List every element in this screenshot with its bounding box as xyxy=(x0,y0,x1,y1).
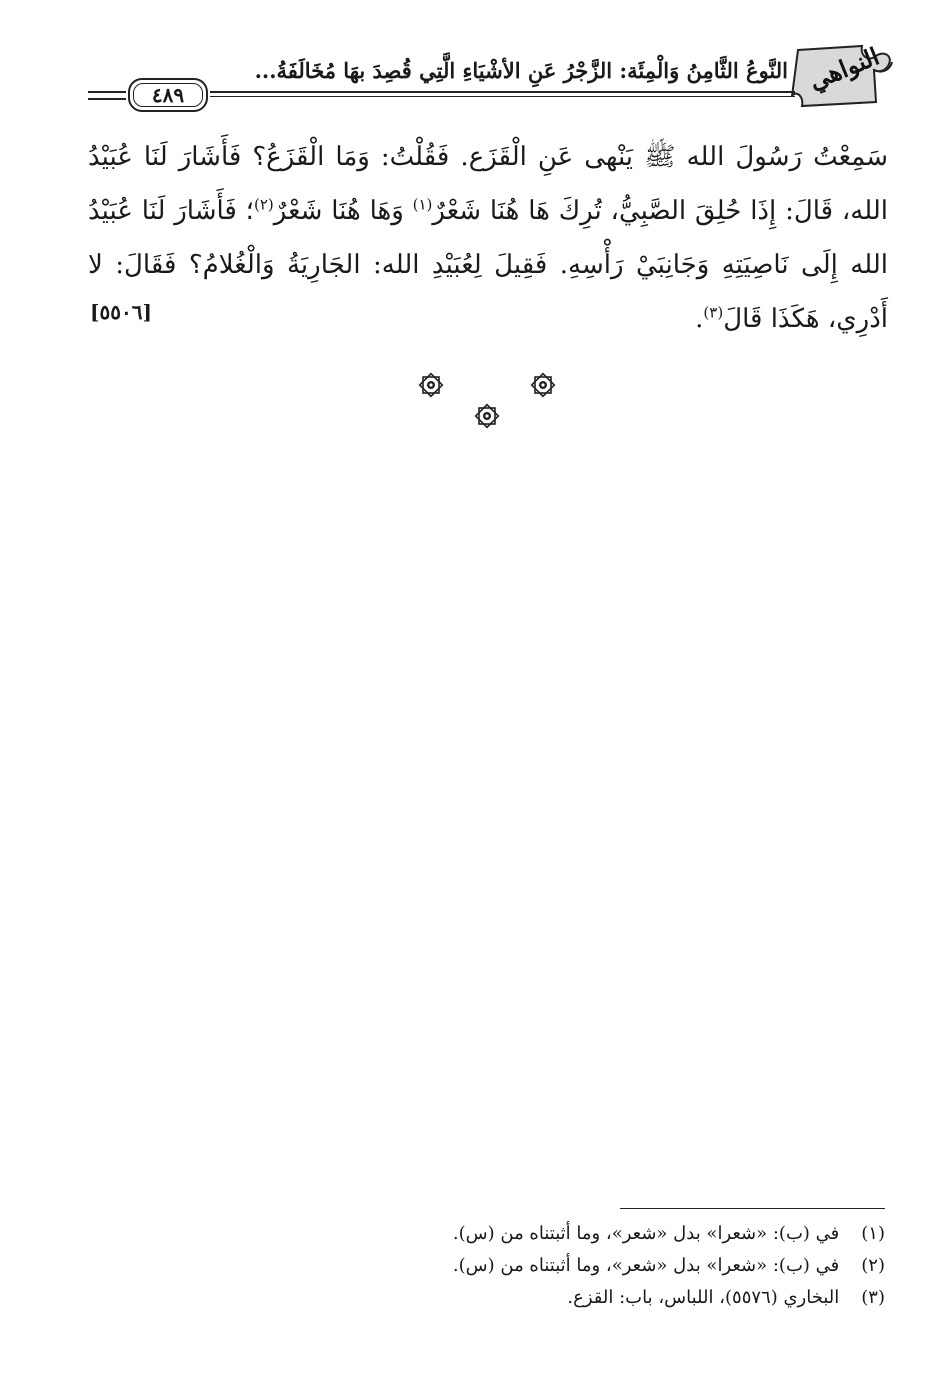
hadith-text-part: سَمِعْتُ رَسُولَ الله ﷺ يَنْهى عَنِ الْقَزَع. فَقُلْتُ: وَمَا الْقَزَعُ؟ فَأَشَارَ لَنَا عُبَيْدُ الله، قَالَ: إِذَا حُلِقَ الصَّبِيُّ، تُرِكَ هَا هُنَا شَعْرٌ xyxy=(88,142,888,226)
footnote-text: في (ب): «شعرا» بدل «شعر»، وما أثبتناه من (س). xyxy=(452,1255,840,1276)
footnote-ref-3[interactable]: (٣) xyxy=(703,303,724,322)
page-number: ٤٨٩ xyxy=(133,83,203,107)
footnote-separator xyxy=(620,1208,885,1209)
floral-ornament-icon xyxy=(530,372,556,398)
running-title: النَّوعُ الثَّامِنُ وَالْمِئَة: الزَّجْرُ عَنِ الأشْيَاءِ الَّتِي قُصِدَ بهَا مُخَالَفَةُ... xyxy=(254,58,788,83)
floral-ornament-icon xyxy=(474,403,500,429)
footnote-ref-2[interactable]: (٢) xyxy=(253,195,274,214)
footnote-text: في (ب): «شعرا» بدل «شعر»، وما أثبتناه من (س). xyxy=(452,1223,840,1244)
footnote-number: (٢) xyxy=(861,1255,885,1276)
footnote-number: (٣) xyxy=(861,1287,885,1308)
footnotes xyxy=(300,1218,885,1314)
footnote-text: البخاري (٥٥٧٦)، اللباس، باب: القزع. xyxy=(567,1287,840,1308)
hadith-text-part: . xyxy=(695,304,704,334)
footnote-3 xyxy=(300,1282,885,1314)
footnote-ref-1[interactable]: (١) xyxy=(412,195,433,214)
hadith-number: [٥٥٠٦] xyxy=(90,300,152,324)
footnote-1 xyxy=(300,1218,885,1250)
page-number-frame xyxy=(128,78,208,112)
hadith-text-part: وَهَا هُنَا شَعْرٌ xyxy=(273,196,413,226)
footnote-number: (١) xyxy=(861,1223,885,1244)
chapter-label: النواهي xyxy=(804,41,884,96)
chapter-badge xyxy=(790,40,900,112)
hadith-text-part: ؛ فَأَشَارَ لَنَا عُبَيْدُ الله إِلَى نَاصِيَتِهِ وَجَانِبَيْ رَأْسِهِ. فَقِيلَ لِعُبَيْدِ الله: الجَارِيَةُ وَالْغُلامُ؟ فَقَالَ: لا أَدْرِي، هَكَذَا قَالَ xyxy=(88,196,888,334)
floral-ornament-icon xyxy=(418,372,444,398)
hadith-text xyxy=(88,130,888,346)
footnote-2 xyxy=(300,1250,885,1282)
header-rule-left xyxy=(88,91,126,100)
header-rule xyxy=(210,91,795,97)
